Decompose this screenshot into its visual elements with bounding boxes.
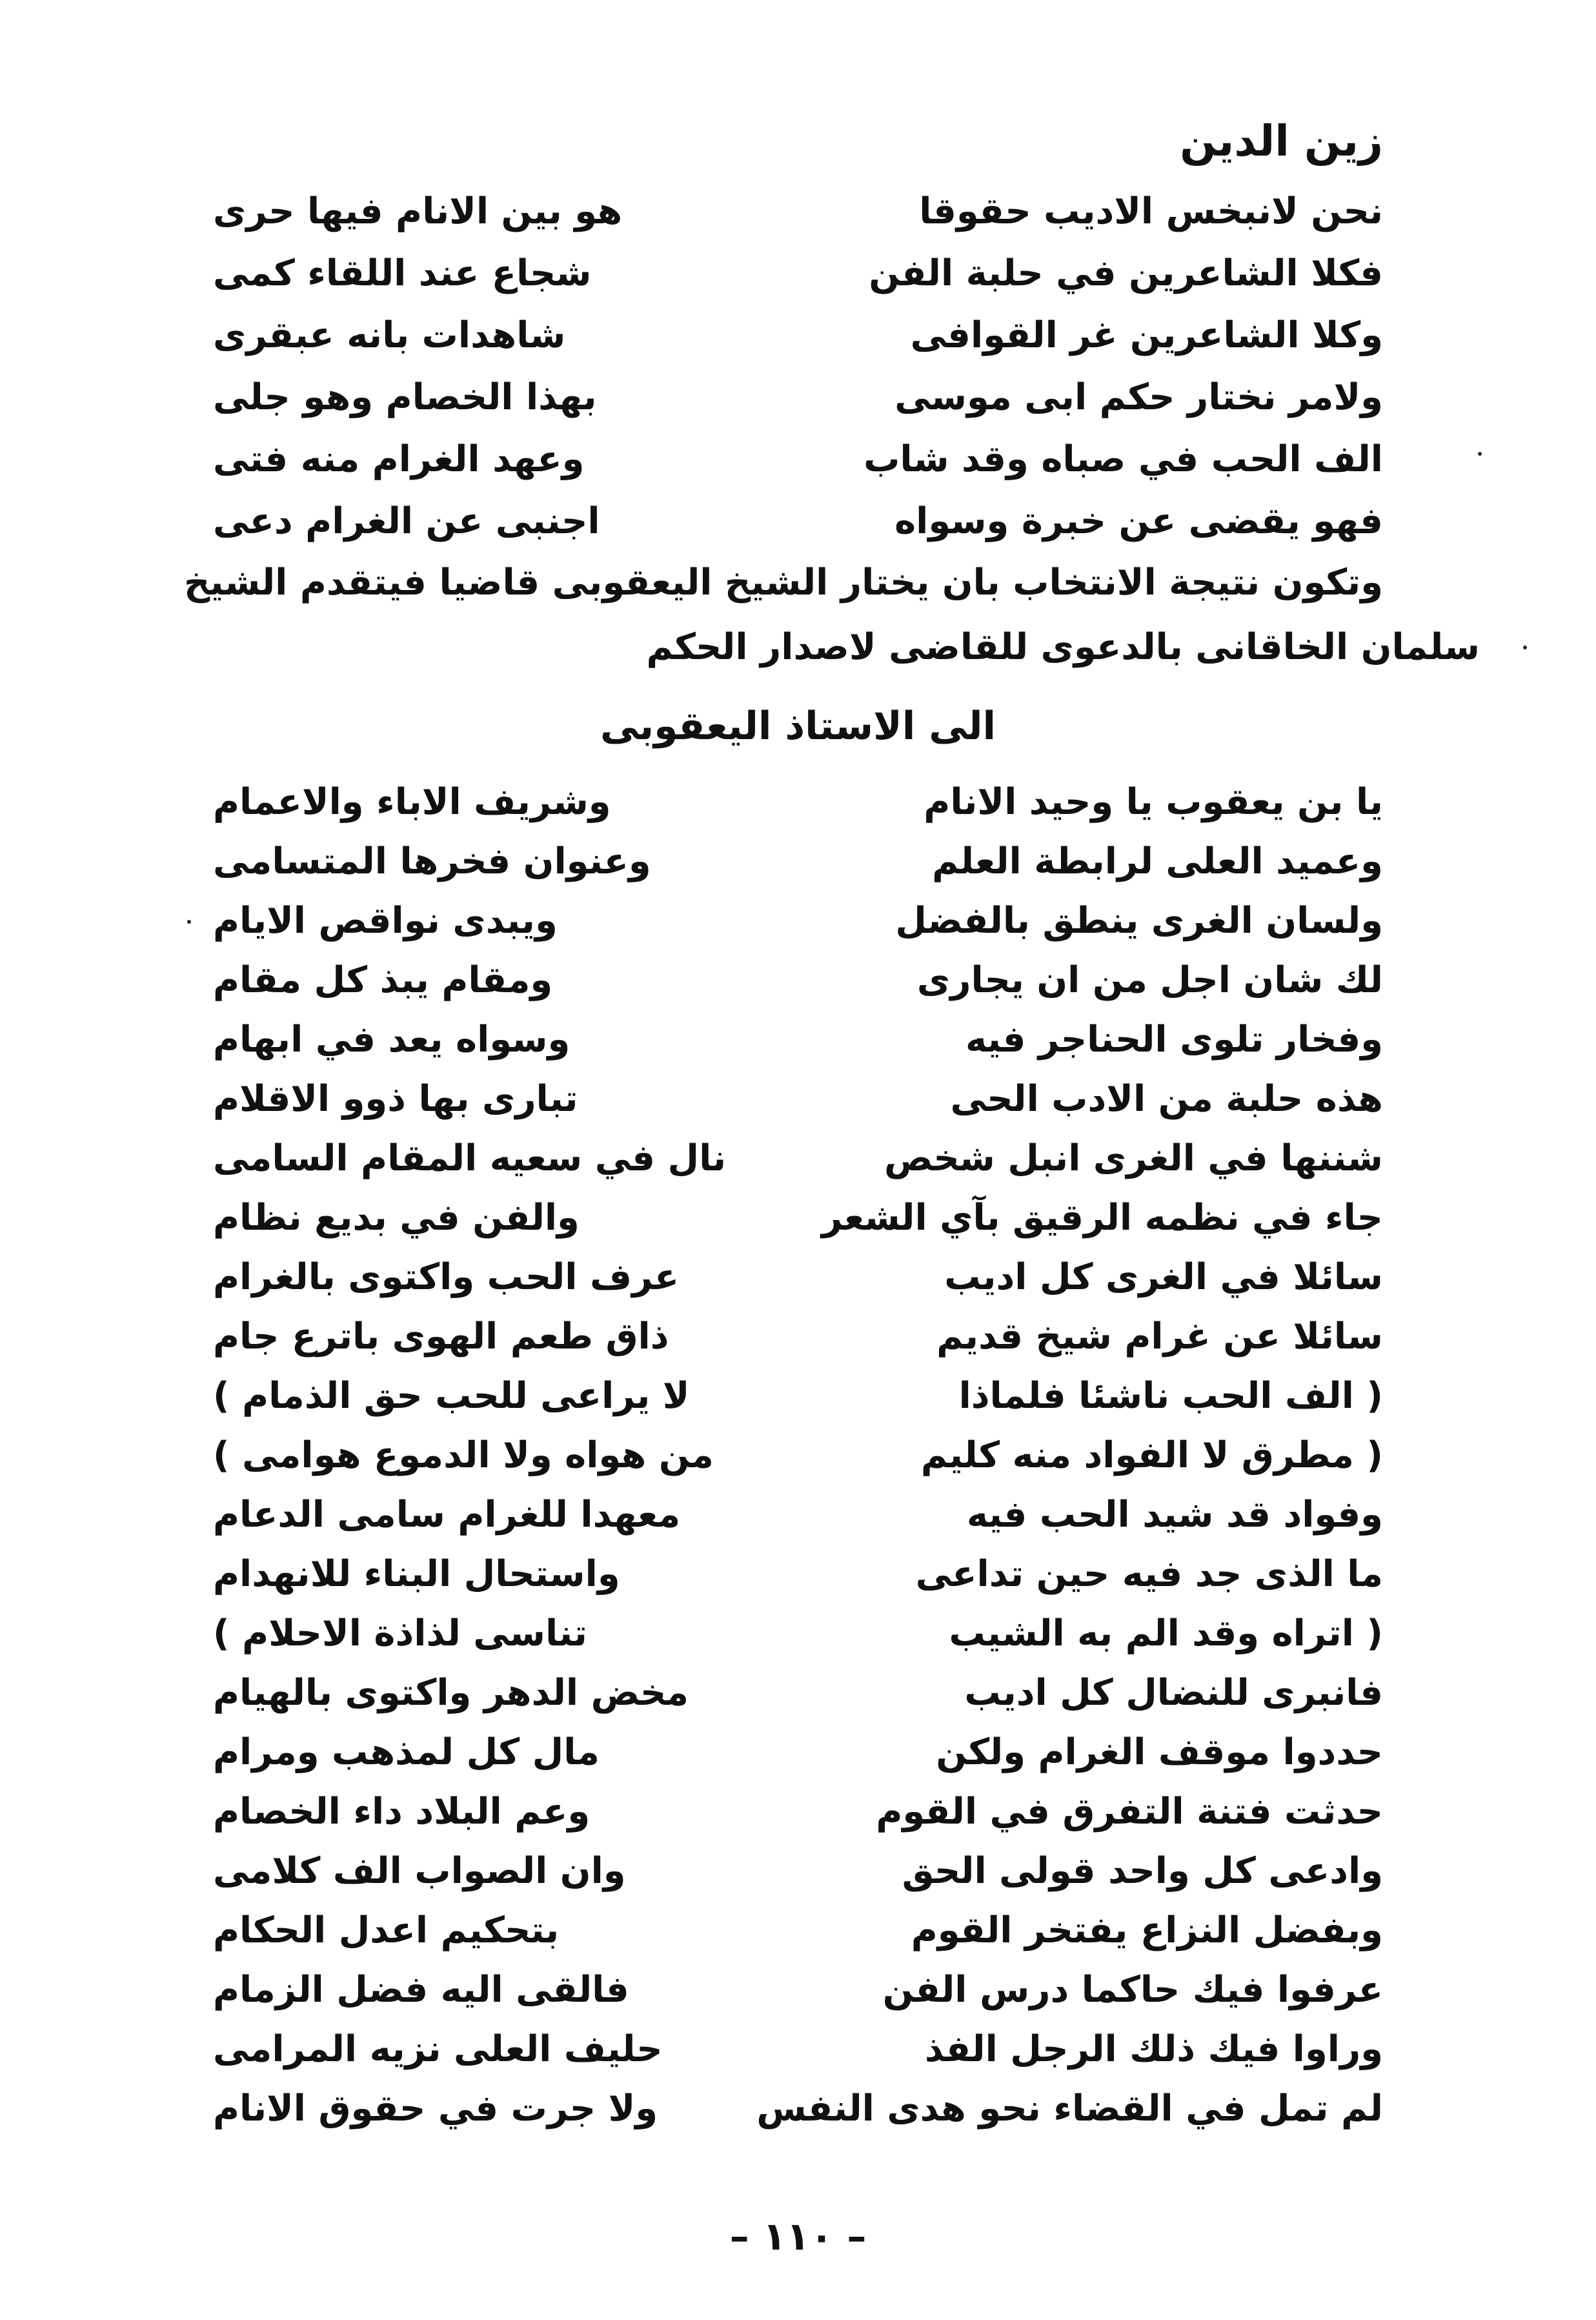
section-heading: الى الاستاذ اليعقوبى: [600, 704, 996, 749]
verse-second-hemistich: واستحال البناء للانهدام: [213, 1553, 620, 1595]
verse-line: [213, 1019, 1383, 1077]
verse-second-hemistich: ومقام يبذ كل مقام: [213, 959, 553, 1001]
verse-second-hemistich: وسواه يعد في ابهام: [213, 1019, 571, 1061]
verse-line: [213, 1316, 1383, 1374]
verse-second-hemistich: تبارى بها ذوو الاقلام: [213, 1078, 578, 1120]
verse-second-hemistich: فالقى اليه فضل الزمام: [213, 1969, 629, 2011]
verse-line: [213, 1494, 1383, 1552]
verse-second-hemistich: مال كل لمذهب ومرام: [213, 1731, 600, 1773]
verse-second-hemistich: والفن في بديع نظام: [213, 1197, 580, 1239]
page-number: – ١١٠ –: [729, 2214, 867, 2259]
verse-second-hemistich: معهدا للغرام سامى الدعام: [213, 1494, 681, 1536]
verse-first-hemistich: ولامر نختار حكم ابى موسى: [894, 376, 1383, 418]
verse-first-hemistich: وبفضل النزاع يفتخر القوم: [911, 1909, 1383, 1951]
verse-first-hemistich: ( الف الحب ناشئا فلماذا: [958, 1375, 1383, 1417]
verse-line: [213, 1909, 1383, 1968]
verse-first-hemistich: ( اتراه وقد الم به الشيب: [949, 1613, 1383, 1654]
verse-first-hemistich: هذه حلبة من الادب الحى: [950, 1078, 1383, 1120]
verse-first-hemistich: جاء في نظمه الرقيق بآي الشعر: [822, 1197, 1383, 1239]
verse-second-hemistich: وشريف الاباء والاعمام: [213, 781, 611, 823]
verse-line: [213, 1731, 1383, 1789]
verse-first-hemistich: وادعى كل واحد قولى الحق: [902, 1850, 1383, 1892]
verse-second-hemistich: ذاق طعم الهوى باترع جام: [213, 1316, 669, 1358]
verse-second-hemistich: ولا جرت في حقوق الانام: [213, 2088, 658, 2130]
verse-first-hemistich: فانبرى للنضال كل اديب: [964, 1672, 1383, 1714]
verse-second-hemistich: اجنبى عن الغرام دعى: [213, 500, 600, 542]
verse-first-hemistich: وكلا الشاعرين غر القوافى: [910, 314, 1383, 356]
verse-second-hemistich: نال في سعيه المقام السامى: [213, 1137, 727, 1179]
verse-second-hemistich: لا يراعى للحب حق الذمام ): [213, 1375, 690, 1417]
verse-first-hemistich: وفخار تلوى الحناجر فيه: [965, 1019, 1383, 1061]
verse-line: [213, 1613, 1383, 1671]
prose-line: وتكون نتيجة الانتخاب بان يختار الشيخ اليعقوبى قاضيا فيتقدم الشيخ: [183, 562, 1383, 604]
verse-line: [213, 959, 1383, 1017]
verse-second-hemistich: مخض الدهر واكتوى بالهيام: [213, 1672, 689, 1714]
verse-first-hemistich: لك شان اجل من ان يجارى: [916, 959, 1383, 1001]
verse-second-hemistich: وان الصواب الف كلامى: [213, 1850, 626, 1892]
verse-second-hemistich: هو بين الانام فيها حرى: [213, 190, 623, 232]
verse-line: [213, 1078, 1383, 1136]
verse-second-hemistich: وعهد الغرام منه فتى: [213, 438, 585, 480]
verse-first-hemistich: وراوا فيك ذلك الرجل الفذ: [924, 2028, 1383, 2070]
verse-line: [213, 2028, 1383, 2086]
verse-line: [213, 314, 1383, 372]
verse-line: [213, 1197, 1383, 1255]
verse-line: [213, 1434, 1383, 1492]
verse-first-hemistich: سائلا في الغرى كل اديب: [944, 1256, 1383, 1298]
print-speck: [1478, 452, 1482, 456]
verse-line: [213, 1672, 1383, 1730]
verse-line: [213, 376, 1383, 434]
verse-second-hemistich: حليف العلى نزيه المرامى: [213, 2028, 663, 2070]
verse-line: [213, 1969, 1383, 2027]
verse-line: [213, 840, 1383, 899]
verse-second-hemistich: وعنوان فخرها المتسامى: [213, 840, 651, 882]
verse-line: [213, 1375, 1383, 1433]
verse-first-hemistich: شننها في الغرى انبل شخص: [884, 1137, 1383, 1179]
verse-line: [213, 252, 1383, 310]
verse-second-hemistich: ويبدى نواقص الايام: [213, 900, 558, 942]
verse-line: [213, 1791, 1383, 1849]
verse-first-hemistich: ما الذى جد فيه حين تداعى: [915, 1553, 1383, 1595]
verse-second-hemistich: من هواه ولا الدموع هوامى ): [213, 1434, 714, 1476]
verse-first-hemistich: ولسان الغرى ينطق بالفضل: [895, 900, 1383, 942]
verse-line: [213, 1256, 1383, 1314]
verse-first-hemistich: حددوا موقف الغرام ولكن: [936, 1731, 1383, 1773]
verse-second-hemistich: بهذا الخصام وهو جلى: [213, 376, 597, 418]
verse-second-hemistich: وعم البلاد داء الخصام: [213, 1791, 591, 1833]
verse-first-hemistich: عرفوا فيك حاكما درس الفن: [882, 1969, 1383, 2011]
verse-line: [213, 900, 1383, 958]
verse-line: [213, 781, 1383, 839]
verse-line: [213, 2088, 1383, 2146]
verse-first-hemistich: لم تمل في القضاء نحو هدى النفس: [756, 2088, 1383, 2130]
verse-second-hemistich: عرف الحب واكتوى بالغرام: [213, 1256, 680, 1298]
verse-first-hemistich: وفواد قد شيد الحب فيه: [966, 1494, 1383, 1536]
verse-second-hemistich: شجاع عند اللقاء كمى: [213, 252, 592, 294]
print-speck: [187, 920, 191, 924]
verse-first-hemistich: فكلا الشاعرين في حلبة الفن: [869, 252, 1383, 294]
verse-first-hemistich: فهو يقضى عن خبرة وسواه: [894, 500, 1383, 542]
verse-first-hemistich: ( مطرق لا الفواد منه كليم: [920, 1434, 1383, 1476]
verse-line: [213, 500, 1383, 558]
verse-line: [213, 1553, 1383, 1611]
verse-first-hemistich: نحن لانبخس الاديب حقوقا: [919, 190, 1383, 232]
verse-line: [213, 190, 1383, 249]
verse-first-hemistich: يا بن يعقوب يا وحيد الانام: [924, 781, 1383, 823]
verse-first-hemistich: حدثت فتنة التفرق في القوم: [876, 1791, 1383, 1833]
verse-line: [213, 1850, 1383, 1908]
verse-line: [213, 438, 1383, 496]
print-speck: [1523, 646, 1527, 649]
prose-line: سلمان الخاقانى بالدعوى للقاضى لاصدار الحكم: [646, 626, 1480, 668]
verse-first-hemistich: الف الحب في صباه وقد شاب: [864, 438, 1383, 480]
verse-first-hemistich: وعميد العلى لرابطة العلم: [932, 840, 1383, 882]
verse-second-hemistich: شاهدات بانه عبقرى: [213, 314, 566, 356]
verse-line: [213, 1137, 1383, 1196]
speaker-name: زين الدين: [1180, 116, 1383, 166]
verse-second-hemistich: بتحكيم اعدل الحكام: [213, 1909, 560, 1951]
verse-second-hemistich: تناسى لذاذة الاحلام ): [213, 1613, 587, 1654]
verse-first-hemistich: سائلا عن غرام شيخ قديم: [936, 1316, 1383, 1358]
